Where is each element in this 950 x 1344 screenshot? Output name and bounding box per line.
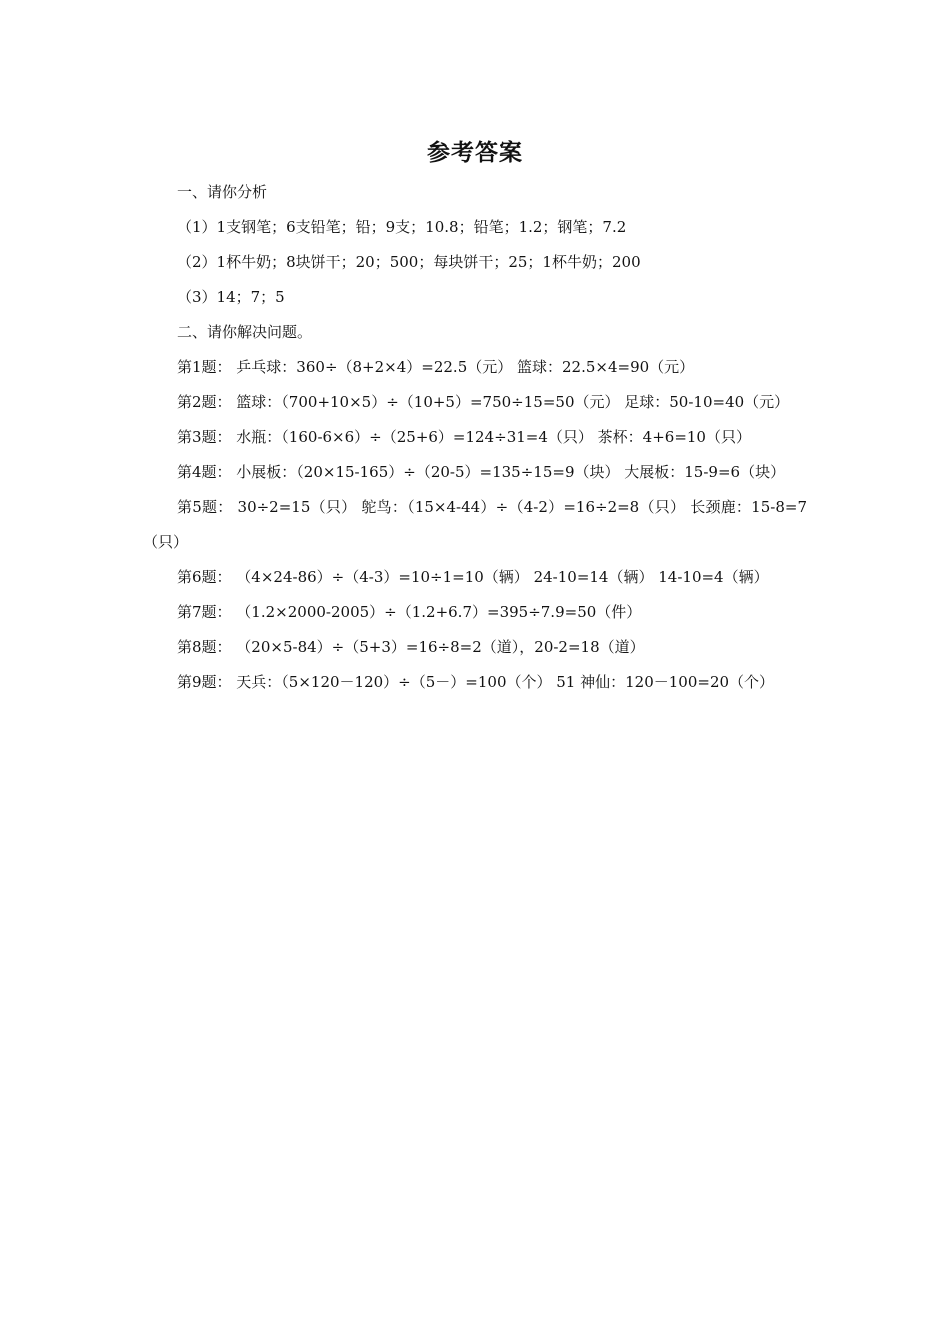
analysis-item-2: （2）1杯牛奶；8块饼干；20；500；每块饼干；25；1杯牛奶；200 [177,253,641,271]
problem-answer-3: 第3题： 水瓶：（160-6×6）÷（25+6）=124÷31=4（只） 茶杯：4+6=10（只） [177,428,751,446]
problem-answer-7: 第7题： （1.2×2000-2005）÷（1.2+6.7）=395÷7.9=50（件） [177,603,642,621]
problem-answer-9: 第9题： 天兵：（5×120－120）÷（5－）=100（个） 51 神仙：120－100=20（个） [177,673,775,691]
section-heading-analysis: 一、请你分析 [177,183,268,201]
problem-answer-8: 第8题： （20×5-84）÷（5+3）=16÷8=2（道），20-2=18（道） [177,638,645,656]
page-title: 参考答案 [427,140,523,166]
answer-content [143,175,807,700]
section-heading-problems: 二、请你解决问题。 [177,323,313,341]
analysis-item-3: （3）14；7；5 [177,288,285,306]
problem-answer-2: 第2题： 篮球：（700+10×5）÷（10+5）=750÷15=50（元） 足球：50-10=40（元） [177,393,790,411]
problem-answer-6: 第6题： （4×24-86）÷（4-3）=10÷1=10（辆） 24-10=14（辆） 14-10=4（辆） [177,568,769,586]
problem-answer-4: 第4题： 小展板：（20×15-165）÷（20-5）=135÷15=9（块） 大展板：15-9=6（块） [177,463,786,481]
problem-answer-1: 第1题： 乒乓球：360÷（8+2×4）=22.5（元） 篮球：22.5×4=90（元） [177,358,695,376]
problem-answer-5: 第5题： 30÷2=15（只） 鸵鸟：（15×4-44）÷（4-2）=16÷2=8（只） 长颈鹿：15-8=7（只） [143,498,807,551]
analysis-item-1: （1）1支钢笔；6支铅笔；铅；9支；10.8；铅笔；1.2；钢笔；7.2 [177,218,627,236]
